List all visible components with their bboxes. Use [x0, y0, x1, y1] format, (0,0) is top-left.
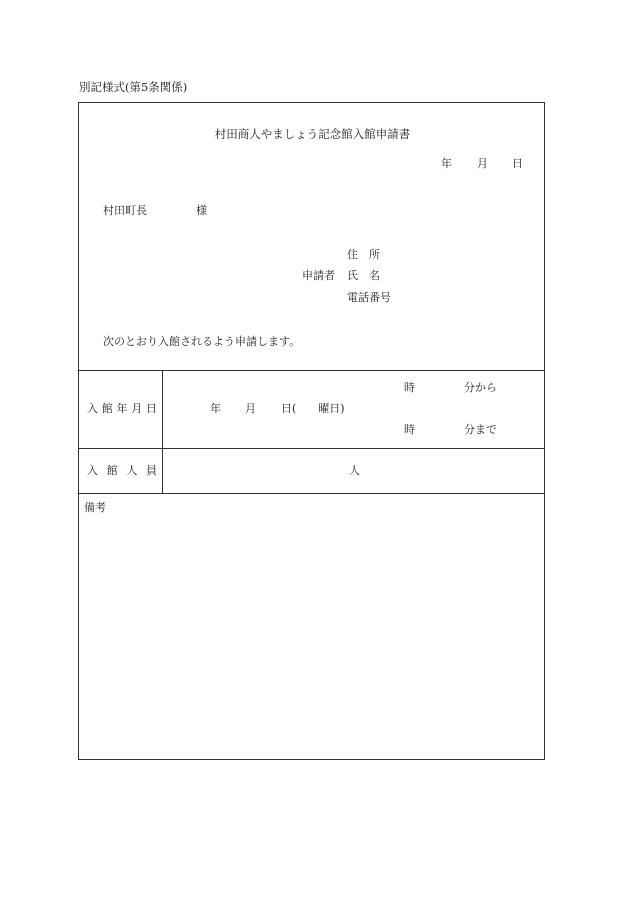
address-label: 住 所: [347, 248, 380, 261]
from-hour-label: 時: [404, 381, 415, 394]
form-title: 村田商人やましょう記念館入館申請書: [214, 127, 411, 141]
visit-day-weekday-label: 日( 曜日): [281, 402, 345, 415]
table-top-divider: [79, 370, 544, 371]
date-month-label: 月: [477, 157, 488, 170]
visitors-unit-label: 人: [349, 464, 360, 477]
applicant-label: 申請者: [302, 269, 335, 282]
visit-year-label: 年: [210, 402, 221, 415]
to-hour-label: 時: [404, 423, 415, 436]
request-sentence: 次のとおり入館されるよう申請します。: [103, 335, 301, 348]
addressee-honorific: 様: [196, 204, 207, 217]
addressee-name: 村田町長: [103, 204, 147, 217]
visitors-row-divider: [79, 493, 544, 494]
date-year-label: 年: [441, 157, 452, 170]
visit-date-label: 入館年月日: [87, 402, 157, 415]
visit-month-label: 月: [245, 402, 256, 415]
visitors-label: 入館人員: [87, 464, 157, 477]
to-minute-label: 分まで: [464, 423, 497, 436]
from-minute-label: 分から: [464, 381, 497, 394]
date-day-label: 日: [512, 157, 523, 170]
visit-date-row-divider: [79, 448, 544, 449]
name-label: 氏 名: [347, 269, 380, 282]
application-form: [78, 102, 545, 760]
phone-label: 電話番号: [347, 291, 391, 304]
remarks-label: 備考: [84, 501, 106, 514]
form-caption: 別記様式(第5条関係): [79, 80, 188, 94]
label-column-divider: [162, 370, 163, 493]
